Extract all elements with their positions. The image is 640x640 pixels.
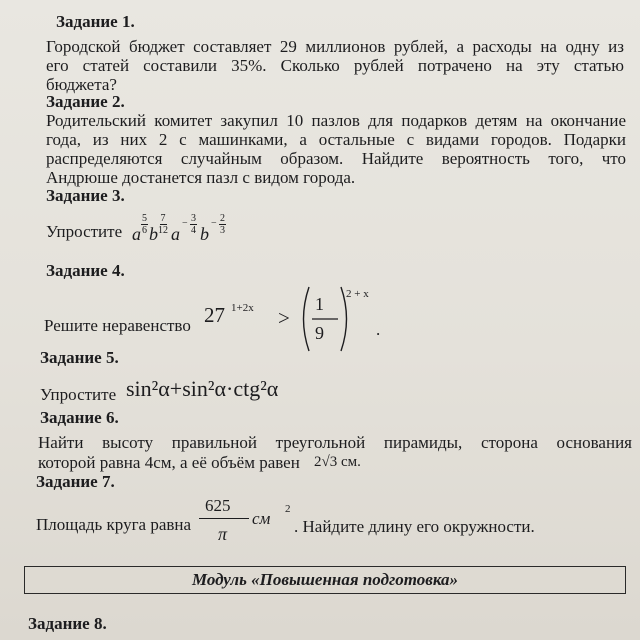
task-1-line-2: его статей составили 35%. Сколько рублей потрачено на эту статью bbox=[46, 56, 624, 75]
task-4-period: . bbox=[376, 320, 381, 339]
task-4-rhs-exponent: 2 + x bbox=[346, 288, 369, 300]
task-7-frac-num: 625 bbox=[205, 496, 231, 515]
task-2-line-4: Андрюше достанется пазл с видом города. bbox=[46, 168, 356, 187]
task-4-exponent: 1+2x bbox=[231, 302, 254, 314]
module-heading: Модуль «Повышенная подготовка» bbox=[24, 566, 626, 594]
task-7-suffix: . Найдите длину его окружности. bbox=[294, 517, 535, 536]
task-1-title: Задание 1. bbox=[56, 12, 135, 31]
expr-base-b1: b bbox=[149, 224, 158, 244]
task-6-line-1: Найти высоту правильной треугольной пирамиды, сторона основания bbox=[38, 433, 632, 452]
task-5-title: Задание 5. bbox=[40, 348, 119, 367]
task-2-line-2: года, из них 2 с машинками, а остальные с видами городов. Подарки bbox=[46, 130, 626, 149]
expr-base-a1: a bbox=[132, 224, 141, 244]
task-3-expression bbox=[132, 213, 227, 245]
task-4-frac-num: 1 bbox=[315, 294, 324, 314]
expr-exp-neg-2-3: − $\frac{2}{3}$ bbox=[219, 213, 226, 236]
expr-base-b2: b bbox=[200, 224, 209, 244]
task-1-line-3: бюджета? bbox=[46, 75, 117, 94]
task-5-prefix: Упростите bbox=[40, 385, 117, 404]
task-4-prefix: Решите неравенство bbox=[44, 316, 191, 335]
task-3-prefix: Упростите bbox=[46, 222, 123, 241]
expr-exp-7-12: $\frac{7}{12}$ bbox=[158, 213, 168, 236]
expr-exp-neg-3-4: − $\frac{3}{4}$ bbox=[190, 213, 197, 236]
task-8-title: Задание 8. bbox=[28, 614, 107, 633]
task-7-unit: см bbox=[252, 509, 271, 528]
task-6-line-2: которой равна 4см, а её объём равен bbox=[38, 453, 300, 472]
expr-exp-5-6: $\frac{5}{6}$ bbox=[142, 213, 147, 236]
expr-base-a2: a bbox=[171, 224, 180, 244]
task-4-sign: > bbox=[278, 306, 290, 330]
task-6-value: 2√3 см. bbox=[314, 454, 361, 470]
task-5-expression: sin²α+sin²α·ctg²α bbox=[126, 376, 279, 401]
task-7-frac-bar bbox=[199, 518, 249, 519]
task-7-prefix: Площадь круга равна bbox=[36, 515, 192, 534]
task-3-title: Задание 3. bbox=[46, 186, 125, 205]
task-1-line-1: Городской бюджет составляет 29 миллионов рублей, а расходы на одну из bbox=[46, 37, 624, 56]
task-4-title: Задание 4. bbox=[46, 261, 125, 280]
task-4-base: 27 bbox=[204, 303, 225, 327]
task-6-title: Задание 6. bbox=[40, 408, 119, 427]
task-7-unit-exponent: 2 bbox=[285, 503, 291, 515]
task-2-line-1: Родительский комитет закупил 10 пазлов для подарков детям на окончание bbox=[46, 111, 626, 130]
task-7-title: Задание 7. bbox=[36, 472, 115, 491]
task-4-frac-den: 9 bbox=[315, 323, 324, 343]
task-2-title: Задание 2. bbox=[46, 92, 125, 111]
task-7-frac-den: π bbox=[218, 524, 228, 544]
task-2-line-3: распределяются случайным образом. Найдите вероятность того, что bbox=[46, 149, 626, 168]
